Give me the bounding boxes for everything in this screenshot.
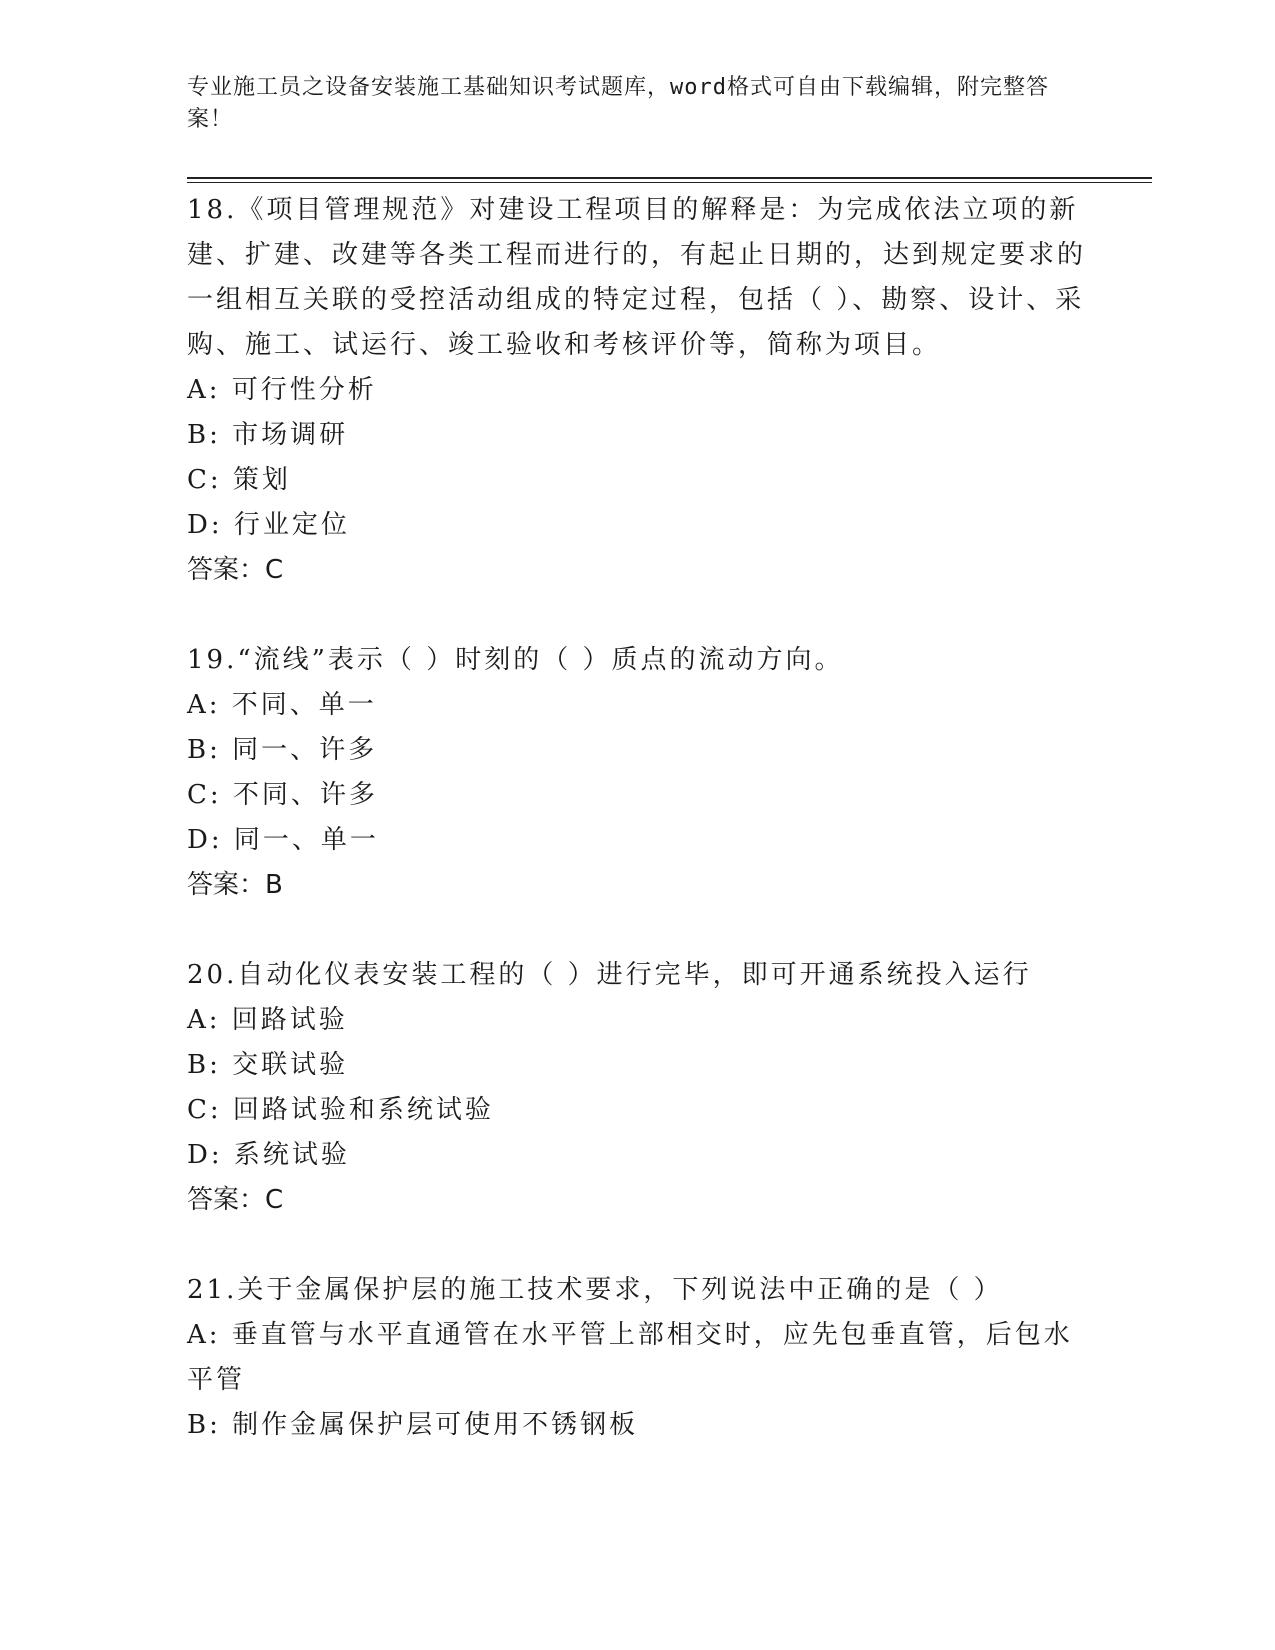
question-stem: 18.《项目管理规范》对建设工程项目的解释是：为完成依法立项的新建、扩建、改建等各类工程而进行的，有起止日期的，达到规定要求的一组相互关联的受控活动组成的特定过程，包括（ ）、勘察、设计、采购、施工、试运行、竣工验收和考核评价等，简称为项目。	[187, 195, 1087, 360]
option-a: A: 回路试验	[187, 1005, 348, 1035]
option-c: C: 不同、许多	[187, 780, 378, 810]
document-header: 专业施工员之设备安装施工基础知识考试题库，word格式可自由下载编辑，附完整答案！	[187, 75, 1049, 132]
option-b: B: 交联试验	[187, 1050, 349, 1080]
option-a: A: 不同、单一	[187, 690, 377, 720]
question-list	[187, 188, 1087, 1448]
question-18	[187, 188, 1087, 593]
option-a: A: 可行性分析	[187, 375, 377, 405]
question-20	[187, 953, 1087, 1223]
option-c: C: 回路试验和系统试验	[187, 1095, 494, 1125]
option-b: B: 市场调研	[187, 420, 349, 450]
question-stem: 21.关于金属保护层的施工技术要求，下列说法中正确的是（ ）	[187, 1275, 1003, 1305]
answer: 答案：C	[187, 1185, 284, 1215]
option-d: D: 同一、单一	[187, 825, 379, 855]
option-d: D: 行业定位	[187, 510, 350, 540]
question-stem: 20.自动化仪表安装工程的（ ）进行完毕，即可开通系统投入运行	[187, 960, 1032, 990]
option-c: C: 策划	[187, 465, 291, 495]
question-stem: 19.“流线”表示（ ）时刻的（ ）质点的流动方向。	[187, 645, 844, 675]
question-19	[187, 638, 1087, 908]
option-d: D: 系统试验	[187, 1140, 350, 1170]
answer: 答案：C	[187, 555, 284, 585]
option-a: A: 垂直管与水平直通管在水平管上部相交时，应先包垂直管，后包水平管	[187, 1320, 1073, 1395]
option-b: B: 同一、许多	[187, 735, 378, 765]
question-21	[187, 1268, 1087, 1448]
header-rule-thick	[187, 177, 1152, 179]
option-b: B: 制作金属保护层可使用不锈钢板	[187, 1410, 639, 1440]
header-rule-thin	[187, 182, 1152, 183]
answer: 答案：B	[187, 870, 283, 900]
